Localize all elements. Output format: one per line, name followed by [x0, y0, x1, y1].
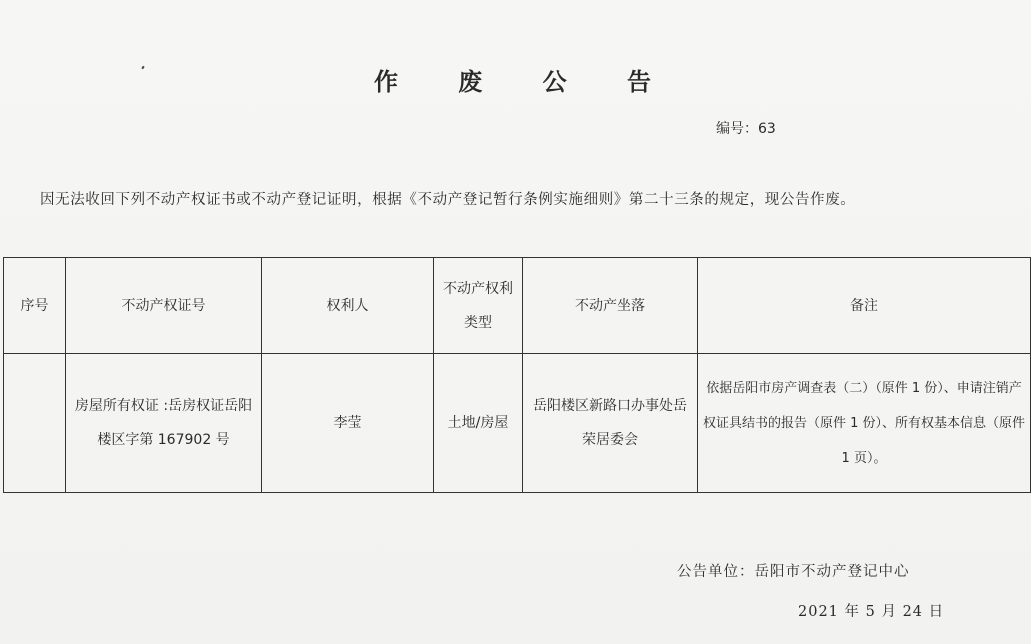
- table-row: [4, 354, 1031, 493]
- cell-holder: 李莹: [262, 354, 434, 493]
- cell-location: 岳阳楼区新路口办事处岳荣居委会: [523, 354, 698, 493]
- issuing-unit: 公告单位：岳阳市不动产登记中心: [677, 564, 910, 580]
- cell-right-type: 土地/房屋: [434, 354, 523, 493]
- issue-date: 2021 年 5 月 24 日: [798, 604, 945, 620]
- header-holder: 权利人: [262, 258, 434, 354]
- cell-cert-no: 房屋所有权证 :岳房权证岳阳楼区字第 167902 号: [66, 354, 262, 493]
- header-remark: 备注: [698, 258, 1031, 354]
- cell-remark: 依据岳阳市房产调查表（二）（原件 1 份）、申请注销产权证具结书的报告（原件 1 份）、所有权基本信息（原件 1 页）。: [698, 354, 1031, 493]
- header-seq: 序号: [4, 258, 66, 354]
- document-number: 编号：63: [716, 121, 776, 137]
- intro-paragraph: 因无法收回下列不动产权证书或不动产登记证明，根据《不动产登记暂行条例实施细则》第二十三条的规定，现公告作废。: [40, 192, 856, 208]
- void-certificate-table: [3, 257, 1031, 493]
- cell-seq: [4, 354, 66, 493]
- notice-title: 作 废 公 告: [373, 68, 678, 96]
- header-right-type: 不动产权利类型: [434, 258, 523, 354]
- table-header-row: [4, 258, 1031, 354]
- header-location: 不动产坐落: [523, 258, 698, 354]
- header-cert-no: 不动产权证号: [66, 258, 262, 354]
